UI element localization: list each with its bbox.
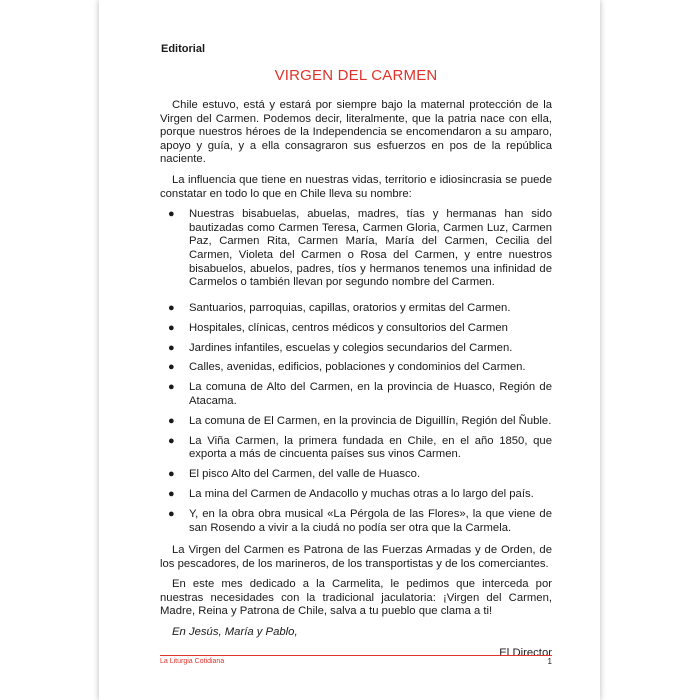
list-item-text: Calles, avenidas, edificios, poblaciones y condominios del Carmen. (189, 361, 526, 374)
intro-paragraph: La influencia que tiene en nuestras vidas, territorio e idiosincrasia se puede constatar en todo lo que en Chile lleva su nombre: (160, 173, 552, 200)
list-item (160, 435, 552, 462)
list-item (160, 415, 552, 429)
bullet-icon: ● (168, 361, 175, 374)
signature: El Director (499, 646, 552, 659)
page-number: 1 (547, 657, 552, 666)
list-item-text: Santuarios, parroquias, capillas, oratorios y ermitas del Carmen. (189, 301, 511, 314)
page-title: VIRGEN DEL CARMEN (274, 67, 438, 84)
outro-paragraph: En este mes dedicado a la Carmelita, le pedimos que interceda por nuestras necesidades con la tradicional jaculatoria: ¡Virgen del Carmen, Madre, Reina y Patrona de Chile, salva a tu pueblo que clama a ti! (160, 578, 552, 618)
list-item (160, 322, 552, 336)
closing-salutation: En Jesús, María y Pablo, (172, 626, 298, 639)
footer-publication: La Liturgia Cotidiana (160, 658, 225, 665)
bullet-icon: ● (168, 381, 175, 394)
list-item-text: La Viña Carmen, la primera fundada en Chile, en el año 1850, que exporta a más de cincuenta países sus vinos Carmen. (189, 434, 552, 461)
list-item (160, 342, 552, 356)
list-item (160, 361, 552, 375)
list-item-text: Hospitales, clínicas, centros médicos y consultorios del Carmen (189, 321, 508, 334)
bullet-icon: ● (168, 434, 175, 447)
list-item (160, 488, 552, 502)
list-item-text: Y, en la obra obra musical «La Pérgola de las Flores», la que viene de san Rosendo a vivir a la ciudá no podía ser otra que la Carmela. (189, 507, 552, 534)
list-item-text: La comuna de El Carmen, en la provincia de Diguillín, Región del Ñuble. (189, 414, 552, 427)
bullet-icon: ● (168, 208, 175, 221)
bullet-icon: ● (168, 341, 175, 354)
bullet-list (160, 208, 552, 535)
list-item (160, 302, 552, 316)
intro-paragraph: Chile estuvo, está y estará por siempre bajo la maternal protección de la Virgen del Carmen. Podemos decir, literalmente, que la patria nace con ella, porque nuestros héroes de la Independencia se encomendaron a su amparo, apoyo y guía, y a ella consagraron sus esfuerzos en pos de la república naciente. (160, 99, 552, 166)
list-item (160, 208, 552, 290)
section-label: Editorial (161, 43, 206, 55)
bullet-icon: ● (168, 488, 175, 501)
article-body (160, 99, 552, 660)
bullet-icon: ● (168, 301, 175, 314)
bullet-icon: ● (168, 321, 175, 334)
list-item-text: Nuestras bisabuelas, abuelas, madres, tías y hermanas han sido bautizadas como Carmen Teresa, Carmen Gloria, Carmen Luz, Carmen Paz, Carmen Rita, Carmen María, María del Carmen, Cecilia del Carmen, Violeta del Carmen o Rosa del Carmen, y entre nuestros bisabuelos, abuelos, padres, tíos y hermanos tenemos una infinidad de Carmelos o también llevan por segundo nombre del Carmen. (189, 208, 552, 289)
list-item-text: El pisco Alto del Carmen, del valle de Huasco. (189, 468, 421, 481)
list-item-text: La mina del Carmen de Andacollo y muchas otras a lo largo del país. (189, 488, 534, 501)
footer-divider (160, 655, 552, 656)
list-item (160, 381, 552, 408)
bullet-icon: ● (168, 414, 175, 427)
outro-paragraph: La Virgen del Carmen es Patrona de las Fuerzas Armadas y de Orden, de los pescadores, de los marineros, de los transportistas y de los comerciantes. (160, 544, 552, 570)
list-item (160, 508, 552, 535)
list-item (160, 468, 552, 482)
bullet-icon: ● (168, 468, 175, 481)
list-item-text: La comuna de Alto del Carmen, en la provincia de Huasco, Región de Atacama. (189, 381, 552, 407)
bullet-icon: ● (168, 507, 175, 520)
list-item-text: Jardines infantiles, escuelas y colegios secundarios del Carmen. (189, 341, 513, 354)
